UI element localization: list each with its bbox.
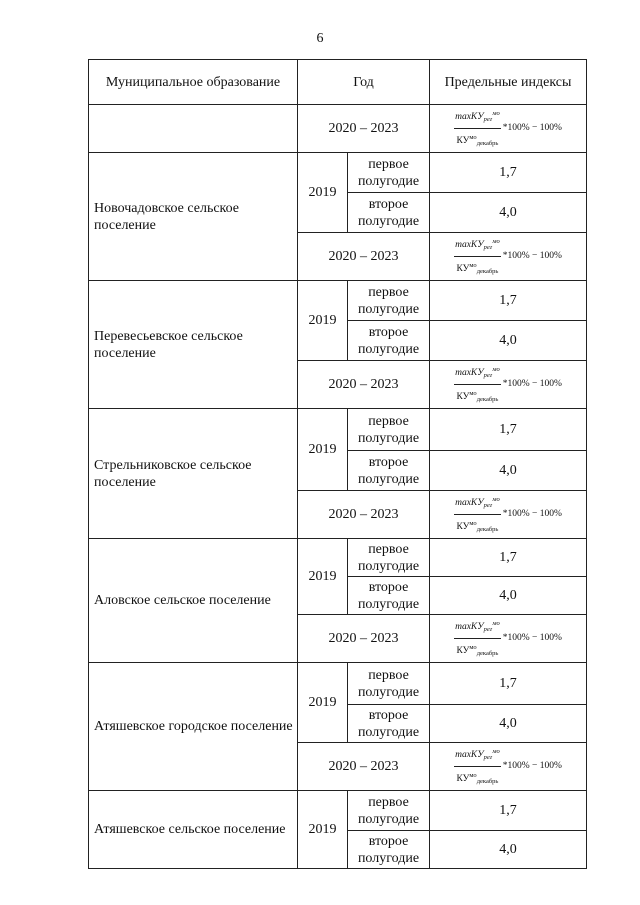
formula-denominator: $КУ^{мо}_{декабрь}$: [456, 262, 499, 275]
formula-denominator: $КУ^{мо}_{декабрь}$: [456, 644, 499, 657]
second-half-value: 4,0: [430, 577, 587, 615]
index-formula: [454, 743, 562, 790]
formula-fraction: [454, 491, 501, 538]
second-half-label: второе полугодие: [348, 705, 430, 743]
period-cell: 2020 – 2023: [298, 491, 430, 539]
formula-numerator: maxKУ$_{рег}^{мо}$: [454, 361, 501, 385]
formula-denominator: $КУ^{мо}_{декабрь}$: [456, 390, 499, 403]
formula-tail: *100% − 100%: [502, 509, 562, 519]
table-row-first-half: [89, 539, 587, 577]
formula-tail: *100% − 100%: [502, 379, 562, 389]
second-half-label: второе полугодие: [348, 577, 430, 615]
page-number: 6: [316, 31, 324, 46]
municipality-name: Аловское сельское поселение: [89, 539, 298, 663]
second-half-label: второе полугодие: [348, 193, 430, 233]
table-row-first-half: [89, 153, 587, 193]
formula-fraction: [454, 233, 501, 280]
first-half-value: 1,7: [430, 409, 587, 451]
municipality-cell-empty: [89, 105, 298, 153]
second-half-label: второе полугодие: [348, 451, 430, 491]
formula-cell: [430, 491, 587, 539]
formula-fraction: [454, 105, 501, 152]
table-row-top: [89, 105, 587, 153]
first-half-label: первое полугодие: [348, 791, 430, 831]
first-half-value: 1,7: [430, 663, 587, 705]
second-half-value: 4,0: [430, 321, 587, 361]
table-header-row: [89, 60, 587, 105]
first-half-value: 1,7: [430, 791, 587, 831]
index-formula: [454, 615, 562, 662]
index-table-container: [88, 59, 586, 869]
first-half-value: 1,7: [430, 153, 587, 193]
formula-fraction: [454, 361, 501, 408]
formula-denominator: $КУ^{мо}_{декабрь}$: [456, 772, 499, 785]
formula-fraction: [454, 615, 501, 662]
period-cell: 2020 – 2023: [298, 361, 430, 409]
formula-cell: [430, 615, 587, 663]
table-row-first-half: [89, 281, 587, 321]
header-index: Предельные индексы: [430, 60, 587, 105]
table-row-first-half: [89, 663, 587, 705]
first-half-label: первое полугодие: [348, 663, 430, 705]
index-formula: [454, 233, 562, 280]
table-row-first-half: [89, 791, 587, 831]
index-formula: [454, 105, 562, 152]
municipality-name: Новочадовское сельское поселение: [89, 153, 298, 281]
formula-cell: [430, 105, 587, 153]
year-cell: 2019: [298, 409, 348, 491]
formula-cell: [430, 361, 587, 409]
first-half-value: 1,7: [430, 539, 587, 577]
second-half-value: 4,0: [430, 193, 587, 233]
formula-fraction: [454, 743, 501, 790]
period-cell: 2020 – 2023: [298, 233, 430, 281]
second-half-value: 4,0: [430, 705, 587, 743]
second-half-label: второе полугодие: [348, 831, 430, 869]
formula-denominator: $КУ^{мо}_{декабрь}$: [456, 520, 499, 533]
index-formula: [454, 491, 562, 538]
municipality-name: Стрельниковское сельское поселение: [89, 409, 298, 539]
period-cell: 2020 – 2023: [298, 615, 430, 663]
index-formula: [454, 361, 562, 408]
formula-tail: *100% − 100%: [502, 761, 562, 771]
formula-cell: [430, 233, 587, 281]
formula-tail: *100% − 100%: [502, 123, 562, 133]
table-row-first-half: [89, 409, 587, 451]
formula-denominator: $КУ^{мо}_{декабрь}$: [456, 134, 499, 147]
index-table: [88, 59, 587, 869]
year-cell: 2019: [298, 791, 348, 869]
formula-tail: *100% − 100%: [502, 633, 562, 643]
period-cell: 2020 – 2023: [298, 743, 430, 791]
municipality-name: Атяшевское городское поселение: [89, 663, 298, 791]
formula-tail: *100% − 100%: [502, 251, 562, 261]
second-half-value: 4,0: [430, 831, 587, 869]
header-year: Год: [298, 60, 430, 105]
period-cell: 2020 – 2023: [298, 105, 430, 153]
second-half-label: второе полугодие: [348, 321, 430, 361]
formula-numerator: maxKУ$_{рег}^{мо}$: [454, 233, 501, 257]
year-cell: 2019: [298, 153, 348, 233]
first-half-value: 1,7: [430, 281, 587, 321]
year-cell: 2019: [298, 281, 348, 361]
header-municipality: Муниципальное образование: [89, 60, 298, 105]
year-cell: 2019: [298, 539, 348, 615]
municipality-name: Атяшевское сельское поселение: [89, 791, 298, 869]
formula-cell: [430, 743, 587, 791]
formula-numerator: maxKУ$_{рег}^{мо}$: [454, 743, 501, 767]
first-half-label: первое полугодие: [348, 409, 430, 451]
formula-numerator: maxKУ$_{рег}^{мо}$: [454, 105, 501, 129]
year-cell: 2019: [298, 663, 348, 743]
second-half-value: 4,0: [430, 451, 587, 491]
first-half-label: первое полугодие: [348, 539, 430, 577]
first-half-label: первое полугодие: [348, 281, 430, 321]
formula-numerator: maxKУ$_{рег}^{мо}$: [454, 491, 501, 515]
municipality-name: Перевесьевское сельское поселение: [89, 281, 298, 409]
first-half-label: первое полугодие: [348, 153, 430, 193]
formula-numerator: maxKУ$_{рег}^{мо}$: [454, 615, 501, 639]
